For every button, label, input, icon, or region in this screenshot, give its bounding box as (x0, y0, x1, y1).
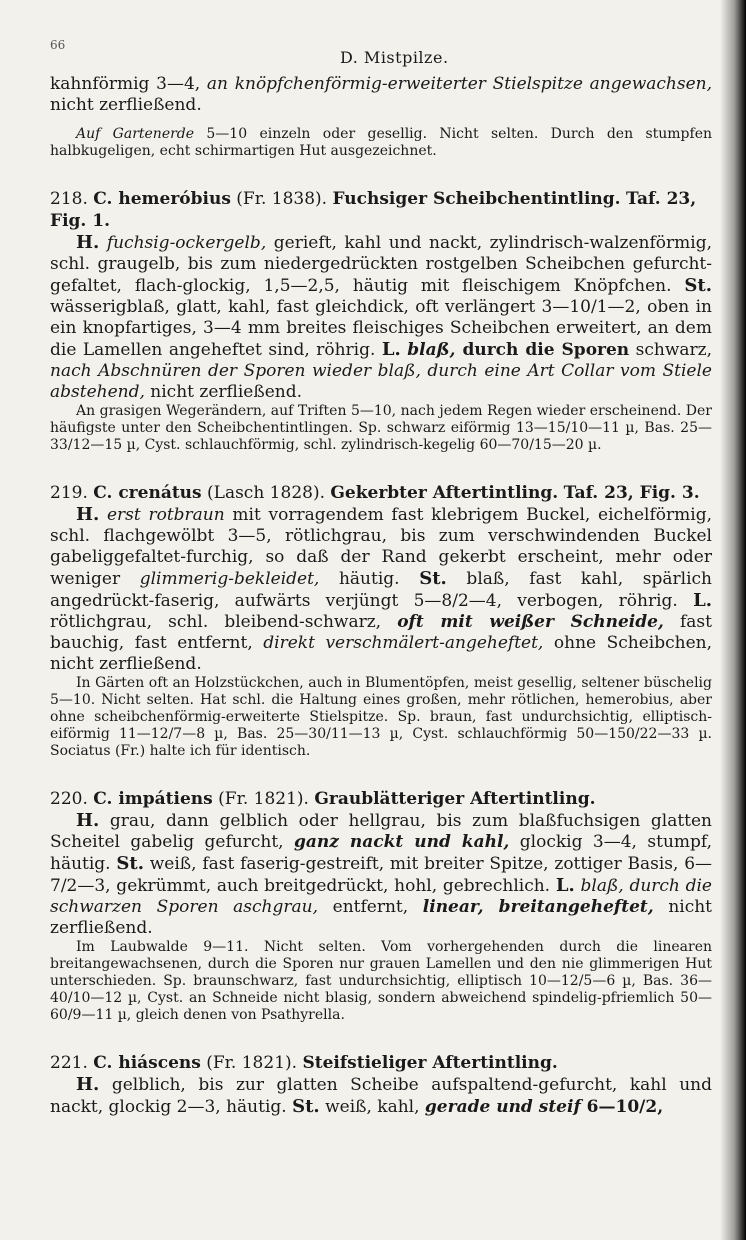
stem-label: St. (419, 568, 447, 589)
gills-text: schwarz, (629, 340, 713, 360)
stem-label: St. (684, 275, 713, 296)
german-name: Fuchsiger Scheibchentintling. (332, 189, 621, 209)
entry-description (50, 232, 712, 403)
german-name: Gekerbter Aftertintling. (330, 483, 559, 503)
entry-218 (50, 188, 712, 454)
species-name: C. hemeróbius (93, 189, 231, 209)
hat-label: H. (76, 810, 100, 831)
gills-end: nicht zerfließend. (50, 897, 713, 938)
gills-italic: blaß, durch die schwarzen Sporen aschgrau, (50, 876, 712, 917)
page-header (50, 28, 712, 67)
hat-text-2: häutig. (319, 569, 400, 589)
german-name: Steifstieliger Aftertintling. (302, 1053, 558, 1073)
entry-note: An grasigen Wegerändern, auf Triften 5—10, nach jedem Regen wieder erscheinend. Der häufigste unter den Scheibchentintlingen. Sp. schwarz eiförmig 13—15/10—11 µ, Bas. 25—33/12—15 µ, Cyst. schlauchförmig, schl. zylindrisch-kegelig 60—70/15—20 µ. (50, 403, 712, 453)
hat-italic: erst rotbraun (107, 505, 225, 525)
hat-text: grau, dann gelblich oder hellgrau, bis zum blaßfuchsigen glatten Scheitel gabelig gefurcht, (50, 811, 712, 852)
species-author: (Fr. 1821). (206, 1053, 298, 1073)
species-author: (Fr. 1838). (236, 189, 328, 209)
gills-italic-2: linear, breitangeheftet, (422, 897, 654, 917)
species-name: C. crenátus (93, 483, 202, 503)
intro-note (50, 126, 712, 160)
stem-label: St. (292, 1096, 320, 1117)
running-title: D. Mistpilze. (340, 48, 449, 67)
gills-label: L. (381, 339, 401, 360)
gills-italic-2: wieder blaß, durch eine Art Collar vom Stiele abstehend, (50, 361, 712, 402)
entry-description (50, 504, 712, 675)
gills-label: L. (693, 590, 713, 611)
stem-text: blaß, fast kahl, spärlich angedrückt-faserig, aufwärts verjüngt 5—8/2—4, verbogen, röhrig. (50, 569, 712, 611)
species-name: C. hiáscens (93, 1053, 201, 1073)
entry-heading (50, 1052, 712, 1074)
species-author: (Fr. 1821). (218, 789, 309, 809)
intro-italic: an knöpfchenförmig-erweiterter Stielspitze angewachsen, (206, 74, 712, 94)
gills-text: entfernt, (317, 897, 423, 917)
stem-end: 6—10/2, (580, 1097, 664, 1117)
entry-heading (50, 482, 712, 504)
entry-number: 220. (50, 789, 88, 809)
entry-221 (50, 1052, 712, 1118)
intro-paragraph (50, 74, 712, 116)
gills-end: nicht zerfließend. (144, 382, 303, 402)
intro-note-italic: Auf Gartenerde (76, 126, 195, 142)
gills-italic: nach Abschnüren der Sporen (50, 361, 306, 381)
hat-text: mit vorragendem fast klebrigem Buckel, eichelförmig, schl. flachgewölbt 3—5, rötlichgrau, bis zum verschwindenden Buckel gabeliggefaltet-furchig, so daß der Rand gekerbt erscheint, mehr oder weniger (50, 505, 712, 589)
gills-bold: durch die Sporen (455, 340, 630, 360)
intro-text: kahnförmig 3—4, (50, 74, 207, 94)
hat-label: H. (76, 1074, 100, 1095)
stem-italic: gerade und steif (424, 1097, 581, 1117)
entry-description (50, 1074, 712, 1118)
page-number: 66 (50, 38, 66, 52)
entry-number: 219. (50, 483, 88, 503)
hat-label: H. (76, 232, 100, 253)
stem-text: wässerigblaß, glatt, kahl, fast gleichdick, oft verlängert 3—10/1—2, oben in ein knopfartiges, 3—4 mm breites fleischiges Scheibchen erweitert, an dem die Lamellen angeheftet sind, röhrig. (50, 297, 712, 360)
plate-reference: Taf. 23, Fig. 3. (563, 483, 700, 503)
gills-italic-2: direkt verschmälert-angeheftet, (263, 633, 544, 653)
gills-italic: oft mit weißer Schneide, (397, 612, 664, 632)
species-name: C. impátiens (93, 789, 213, 809)
hat-text: gerieft, kahl und nackt, zylindrisch-walzenförmig, schl. graugelb, bis zum niedergedrückten rostgelben Scheibchen gefurcht-gefaltet, flach-glockig, 1,5—2,5, häutig mit fleischigem Knöpfchen. (50, 233, 713, 296)
entry-description (50, 810, 712, 939)
hat-text: gelblich, bis zur glatten Scheibe aufspaltend-gefurcht, kahl und nackt, glockig 2—3, häutig. (50, 1075, 712, 1117)
gills-text: rötlichgrau, schl. bleibend-schwarz, (50, 612, 398, 632)
entry-number: 221. (50, 1053, 88, 1073)
gills-end: ohne Scheibchen, nicht zerfließend. (50, 633, 712, 674)
hat-italic: ganz nackt und kahl, (294, 832, 510, 852)
entry-note: Im Laubwalde 9—11. Nicht selten. Vom vorhergehenden durch die linearen breitangewachsenen, durch die Sporen nur grauen Lamellen und den nie glimmerigen Hut unterschieden. Sp. braunschwarz, fast undurchsichtig, elliptisch 10—12/5—6 µ, Bas. 36—40/10—12 µ, Cyst. an Schneide nicht blasig, sondern abweichend spindelig-pfriemlich 50—60/9—11 µ, gleich denen von Psathyrella. (50, 939, 712, 1023)
hat-text-2: glockig 3—4, stumpf, häutig. (50, 832, 712, 874)
entry-heading (50, 788, 712, 810)
gills-text-2: fast bauchig, fast entfernt, (50, 612, 712, 653)
hat-italic: fuchsig-ockergelb, (106, 233, 267, 253)
stem-label: St. (116, 853, 144, 874)
gills-bold-italic: blaß, (407, 340, 456, 360)
entry-note: In Gärten oft an Holzstückchen, auch in Blumentöpfen, meist gesellig, seltener büschelig 5—10. Nicht selten. Hat schl. die Haltung eines großen, mehr rötlichen, hemerobius, aber ohne scheibchenförmig-erweiterte Stielspitze. Sp. braun, fast undurchsichtig, elliptisch-eiförmig 11—12/7—8 µ, Bas. 25—30/11—13 µ, Cyst. schlauchförmig 50—150/22—33 µ. Sociatus (Fr.) halte ich für identisch. (50, 675, 712, 759)
page-edge-shadow (720, 0, 746, 1240)
entry-heading (50, 188, 712, 232)
german-name: Graublätteriger Aftertintling. (314, 789, 596, 809)
plate-reference: Taf. 23, Fig. 1. (50, 189, 697, 231)
stem-text: weiß, kahl, (319, 1097, 425, 1117)
entry-219 (50, 482, 712, 760)
hat-italic-2: glimmerig-bekleidet, (139, 569, 320, 589)
entry-220 (50, 788, 712, 1024)
intro-text-end: nicht zerfließend. (50, 95, 202, 115)
hat-label: H. (76, 504, 100, 525)
species-author: (Lasch 1828). (207, 483, 325, 503)
entry-number: 218. (50, 189, 88, 209)
gills-label: L. (555, 875, 575, 896)
intro-note-text: 5—10 einzeln oder gesellig. Nicht selten. Durch den stumpfen halbkugeligen, echt schirmartigen Hut ausgezeichnet. (50, 126, 712, 159)
stem-text: weiß, fast faserig-gestreift, mit breiter Spitze, zottiger Basis, 6—7/2—3, gekrümmt, auch breitgedrückt, hohl, gebrechlich. (50, 854, 713, 896)
